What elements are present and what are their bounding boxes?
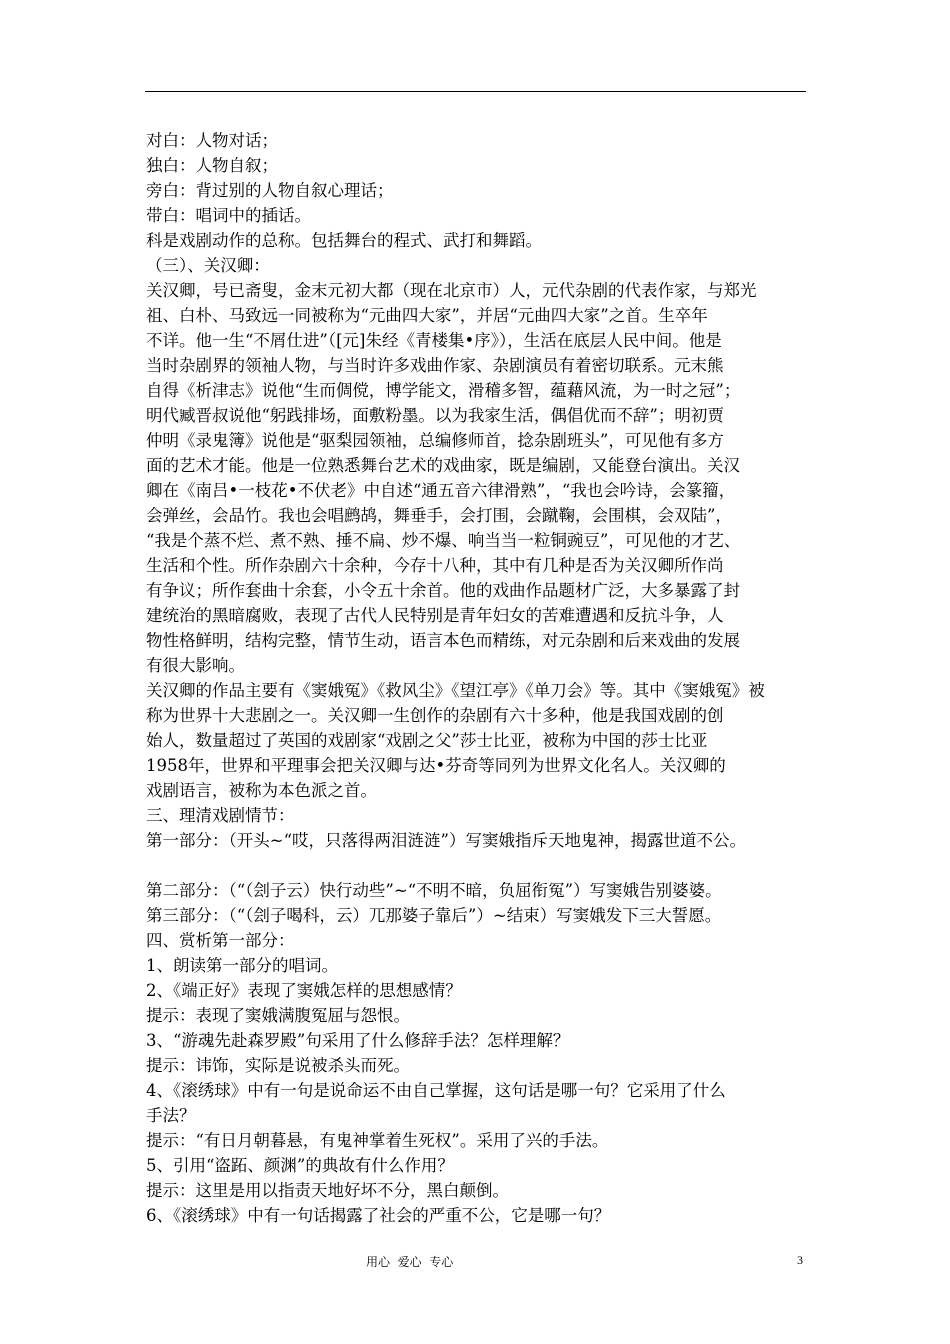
text-line: 3、“游魂先赴森罗殿”句采用了什么修辞手法？怎样理解？ (146, 1031, 570, 1050)
text-line: 提示：这里是用以指责天地好坏不分，黑白颠倒。 (146, 1181, 509, 1200)
text-line: 会弹丝，会品竹。我也会唱鹧鸪，舞垂手，会打围，会蹴鞠，会围棋，会双陆”， (146, 506, 732, 525)
blank-line (146, 853, 812, 878)
text-line: 自得《析津志》说他“生而倜傥，博学能文，滑稽多智，蕴藉风流，为一时之冠”； (146, 381, 741, 400)
text-line: 手法？ (146, 1106, 196, 1125)
text-line: 建统治的黑暗腐败，表现了古代人民特别是青年妇女的苦难遭遇和反抗斗争，人 (146, 606, 724, 625)
text-line: 有争议；所作套曲十余套，小令五十余首。他的戏曲作品题材广泛，大多暴露了封 (146, 581, 740, 600)
text-line: “我是个蒸不烂、煮不熟、捶不扁、炒不爆、响当当一粒铜豌豆”，可见他的才艺、 (146, 531, 741, 550)
footer-text: 用心 爱心 专心 (366, 1255, 454, 1269)
text-line: 面的艺术才能。他是一位熟悉舞台艺术的戏曲家，既是编剧，又能登台演出。关汉 (146, 456, 740, 475)
text-line: 称为世界十大悲剧之一。关汉卿一生创作的杂剧有六十多种，他是我国戏剧的创 (146, 706, 724, 725)
text-line: 对白：人物对话； (146, 131, 278, 150)
text-line: 祖、白朴、马致远一同被称为“元曲四大家”，并居“元曲四大家”之首。生卒年 (146, 306, 708, 325)
text-line: 提示：“有日月朝暮悬，有鬼神掌着生死权”。采用了兴的手法。 (146, 1131, 609, 1150)
text-line: 生活和个性。所作杂剧六十余种，今存十八种，其中有几种是否为关汉卿所作尚 (146, 556, 724, 575)
text-line: 4、《滚绣球》中有一句是说命运不由自己掌握，这句话是哪一句？它采用了什么 (146, 1081, 726, 1100)
text-line: （三）、关汉卿： (146, 256, 270, 275)
text-line: 当时杂剧界的领袖人物，与当时许多戏曲作家、杂剧演员有着密切联系。元末熊 (146, 356, 724, 375)
text-line: 2、《端正好》表现了窦娥怎样的思想感情？ (146, 981, 462, 1000)
text-line: 关汉卿，号已斋叟，金末元初大都（现在北京市）人，元代杂剧的代表作家，与郑光 (146, 281, 757, 300)
text-line: 第三部分：（“（刽子喝科，云）兀那婆子靠后”）~结束）写窦娥发下三大誓愿。 (146, 906, 722, 925)
text-line: 卿在《南吕•一枝花•不伏老》中自述“通五音六律滑熟”，“我也会吟诗，会篆籀， (146, 481, 736, 500)
text-line: 独白：人物自叙； (146, 156, 278, 175)
text-line: 戏剧语言，被称为本色派之首。 (146, 781, 377, 800)
text-line: 第二部分：（“（刽子云）快行动些”~“不明不暗，负屈衔冤”）写窦娥告别婆婆。 (146, 881, 722, 900)
text-line: 明代臧晋叔说他“躬践排场，面敷粉墨。以为我家生活，偶倡优而不辞”；明初贾 (146, 406, 724, 425)
text-line: 1958年，世界和平理事会把关汉卿与达•芬奇等同列为世界文化名人。关汉卿的 (146, 756, 726, 775)
text-line: 四、赏析第一部分： (146, 931, 295, 950)
text-line: 不详。他一生“不屑仕进”（[元]朱经《青楼集•序》），生活在底层人民中间。他是 (146, 331, 722, 350)
text-line: 有很大影响。 (146, 656, 245, 675)
text-line: 始人，数量超过了英国的戏剧家“戏剧之父”莎士比亚，被称为中国的莎士比亚 (146, 731, 708, 750)
text-line: 5、引用“盗跖、颜渊”的典故有什么作用？ (146, 1156, 454, 1175)
page-number: 3 (797, 1253, 803, 1267)
text-line: 关汉卿的作品主要有《窦娥冤》《救风尘》《望江亭》《单刀会》等。其中《窦娥冤》被 (146, 681, 765, 700)
text-line: 提示：表现了窦娥满腹冤屈与怨恨。 (146, 1006, 410, 1025)
text-line: 科是戏剧动作的总称。包括舞台的程式、武打和舞蹈。 (146, 231, 542, 250)
text-line: 仲明《录鬼簿》说他是“驱梨园领袖，总编修师首，捻杂剧班头”，可见他有多方 (146, 431, 724, 450)
body-text (146, 128, 812, 1228)
text-line: 1、朗读第一部分的唱词。 (146, 956, 338, 975)
text-line: 提示：讳饰，实际是说被杀头而死。 (146, 1056, 410, 1075)
text-line: 三、理清戏剧情节： (146, 806, 295, 825)
text-line: 旁白：背过别的人物自叙心理话； (146, 181, 394, 200)
text-line: 物性格鲜明，结构完整，情节生动，语言本色而精练，对元杂剧和后来戏曲的发展 (146, 631, 740, 650)
header-rule (145, 91, 806, 92)
text-line: 第一部分：（开头~“哎，只落得两泪涟涟”）写窦娥指斥天地鬼神，揭露世道不公。 (146, 831, 746, 850)
text-line: 6、《滚绣球》中有一句话揭露了社会的严重不公，它是哪一句？ (146, 1206, 611, 1225)
text-line: 带白：唱词中的插话。 (146, 206, 311, 225)
